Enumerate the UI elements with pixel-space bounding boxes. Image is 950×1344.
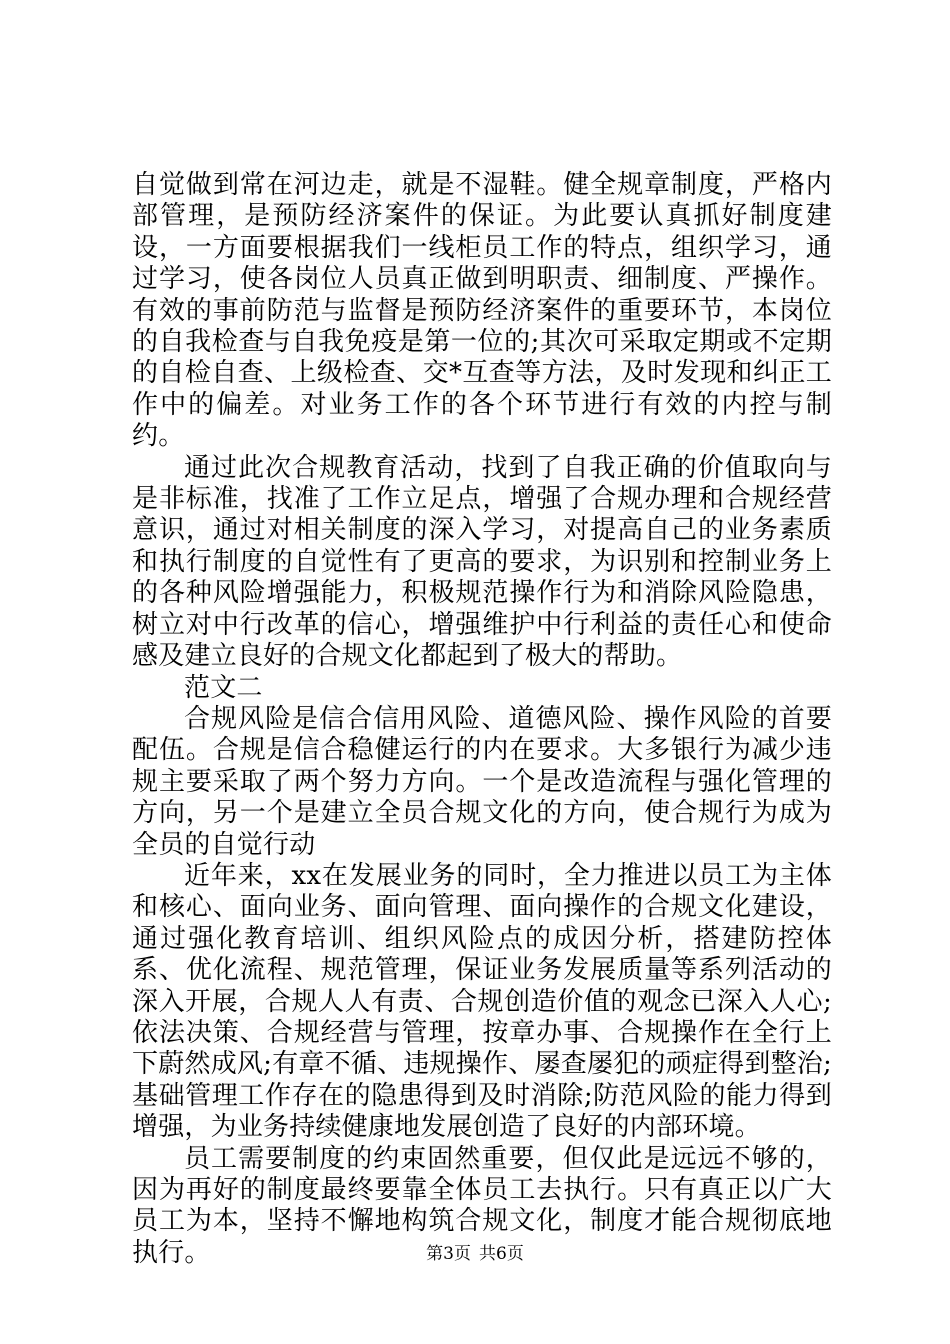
paragraph-1: 自觉做到常在河边走，就是不湿鞋。健全规章制度，严格内部管理，是预防经济案件的保证。为此要认真抓好制度建设，一方面要根据我们一线柜员工作的特点，组织学习，通过学习，使各岗位人员真正做到明职责、细制度、严操作。有效的事前防范与监督是预防经济案件的重要环节，本岗位的自我检查与自我免疫是第一位的;其次可采取定期或不定期的自检自查、上级检查、交*互查等方法，及时发现和纠正工作中的偏差。对业务工作的各个环节进行有效的内控与制约。	[132, 170, 832, 452]
section-heading: 范文二	[184, 672, 263, 703]
paragraph-5: 员工需要制度的约束固然重要，但仅此是远远不够的，因为再好的制度最终要靠全体员工去执行。只有真正以广大员工为本，坚持不懈地构筑合规文化，制度才能合规彻底地执行。	[132, 1143, 832, 1268]
paragraph-4: 近年来，xx在发展业务的同时，全力推进以员工为主体和核心、面向业务、面向管理、面向操作的合规文化建设，通过强化教育培训、组织风险点的成因分析，搭建防控体系、优化流程、规范管理，保证业务发展质量等系列活动的深入开展，合规人人有责、合规创造价值的观念已深入人心;依法决策、合规经营与管理，按章办事、合规操作在全行上下蔚然成风;有章不循、违规操作、屡查屡犯的顽症得到整治;基础管理工作存在的隐患得到及时消除;防范风险的能力得到增强，为业务持续健康地发展创造了良好的内部环境。	[132, 860, 832, 1143]
page-footer	[0, 1243, 950, 1265]
paragraph-3: 合规风险是信合信用风险、道德风险、操作风险的首要配伍。合规是信合稳健运行的内在要求。大多银行为减少违规主要采取了两个努力方向。一个是改造流程与强化管理的方向，另一个是建立全员合规文化的方向，使合规行为成为全员的自觉行动	[132, 703, 832, 860]
page-number: 第3页	[426, 1244, 471, 1264]
paragraph-2: 通过此次合规教育活动，找到了自我正确的价值取向与是非标准，找准了工作立足点，增强了合规办理和合规经营意识，通过对相关制度的深入学习，对提高自己的业务素质和执行制度的自觉性有了更高的要求，为识别和控制业务上的各种风险增强能力，积极规范操作行为和消除风险隐患，树立对中行改革的信心，增强维护中行利益的责任心和使命感及建立良好的合规文化都起到了极大的帮助。	[132, 452, 832, 672]
document-body	[132, 170, 832, 1269]
page-total: 共6页	[479, 1244, 524, 1264]
